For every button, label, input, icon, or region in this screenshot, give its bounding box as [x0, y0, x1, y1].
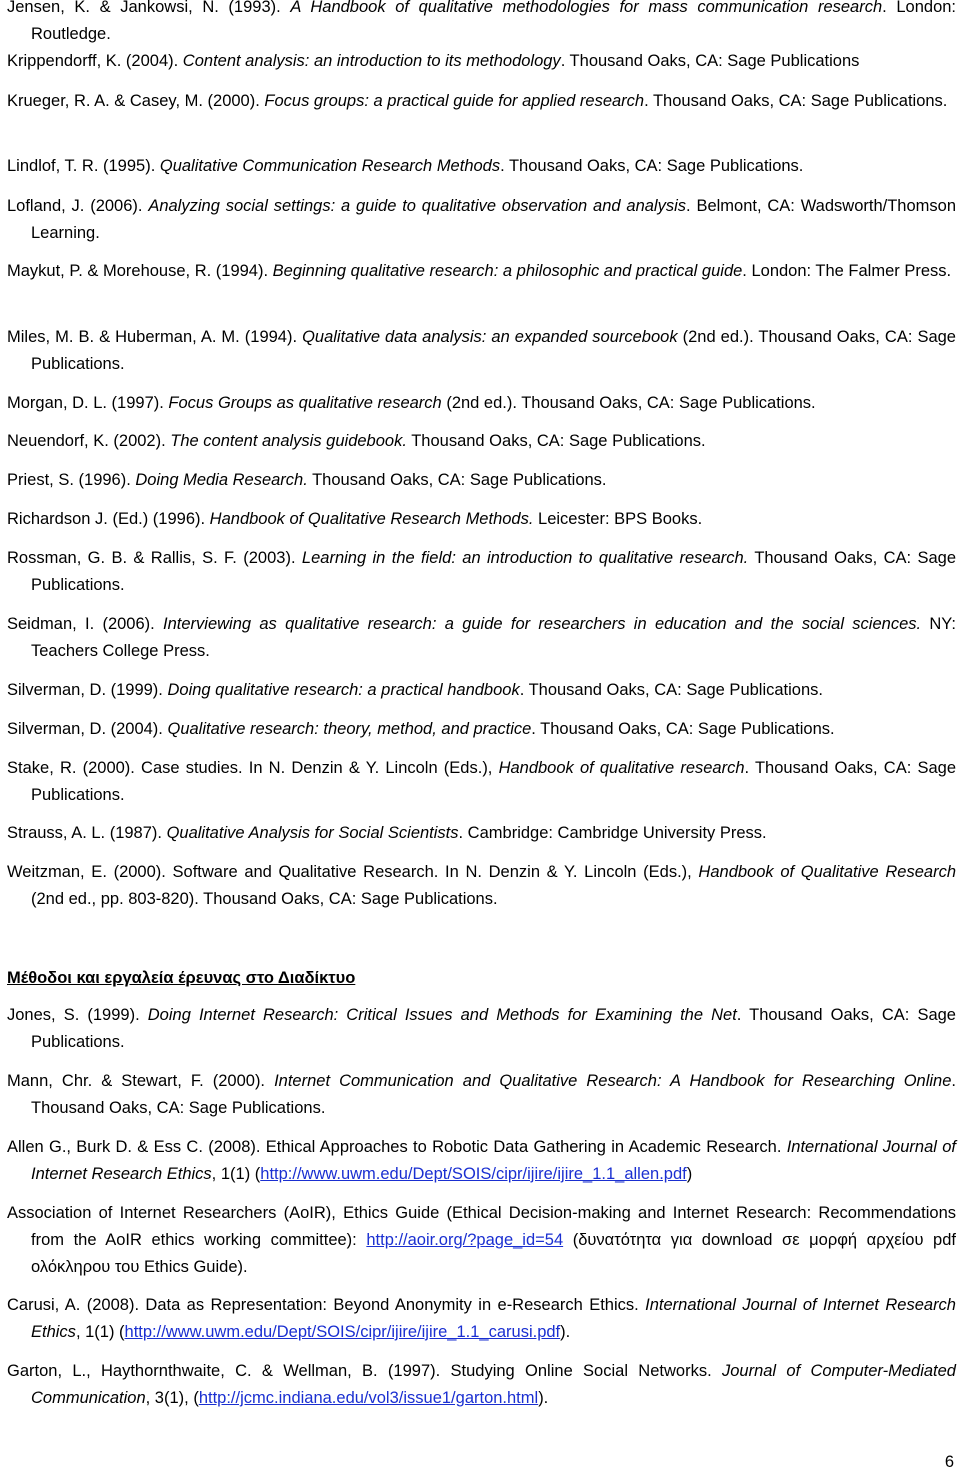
reference-entry: Stake, R. (2000). Case studies. In N. Denzin & Y. Lincoln (Eds.), Handbook of qualitative research. Thousand Oaks, CA: Sage Publications.: [7, 759, 956, 804]
reference-link[interactable]: http://jcmc.indiana.edu/vol3/issue1/garton.html: [198, 1389, 539, 1407]
reference-entry: Allen G., Burk D. & Ess C. (2008). Ethical Approaches to Robotic Data Gathering in Academic Research. International Journal of Internet Research Ethics, 1(1) (http://www.uwm.edu/Dept/SOIS/cipr/ijire/ijire_1.1_allen.pdf): [7, 1138, 956, 1183]
reference-entry: Jones, S. (1999). Doing Internet Research: Critical Issues and Methods for Examining the Net. Thousand Oaks, CA: Sage Publications.: [7, 1006, 956, 1051]
reference-entry: Carusi, A. (2008). Data as Representation: Beyond Anonymity in e-Research Ethics. International Journal of Internet Research Ethics, 1(1) (http://www.uwm.edu/Dept/SOIS/cipr/ijire/ijire_1.1_carusi.pdf).: [7, 1296, 956, 1341]
reference-entry: Jensen, K. & Jankowsi, N. (1993). A Handbook of qualitative methodologies for mass communication research. London: Routledge.: [7, 0, 957, 43]
reference-link[interactable]: http://www.uwm.edu/Dept/SOIS/cipr/ijire/ijire_1.1_carusi.pdf: [124, 1323, 561, 1341]
reference-link[interactable]: http://www.uwm.edu/Dept/SOIS/cipr/ijire/ijire_1.1_allen.pdf: [260, 1165, 687, 1183]
reference-entry: Silverman, D. (2004). Qualitative research: theory, method, and practice. Thousand Oaks, CA: Sage Publications.: [7, 720, 835, 738]
reference-entry: Mann, Chr. & Stewart, F. (2000). Internet Communication and Qualitative Research: A Handbook for Researching Online. Thousand Oaks, CA: Sage Publications.: [7, 1072, 957, 1117]
reference-entry: Rossman, G. B. & Rallis, S. F. (2003). Learning in the field: an introduction to qualitative research. Thousand Oaks, CA: Sage Publications.: [7, 549, 957, 594]
reference-entry: Miles, M. B. & Huberman, A. M. (1994). Qualitative data analysis: an expanded sourcebook (2nd ed.). Thousand Oaks, CA: Sage Publications.: [7, 328, 956, 373]
reference-entry: Maykut, P. & Morehouse, R. (1994). Beginning qualitative research: a philosophic and practical guide. London: The Falmer Press.: [7, 262, 952, 280]
reference-entry: Neuendorf, K. (2002). The content analysis guidebook. Thousand Oaks, CA: Sage Publications.: [7, 432, 706, 450]
reference-entry: Krippendorff, K. (2004). Content analysis: an introduction to its methodology. Thousand Oaks, CA: Sage Publications: [7, 52, 860, 70]
reference-entry: Lindlof, T. R. (1995). Qualitative Communication Research Methods. Thousand Oaks, CA: Sage Publications.: [7, 157, 804, 175]
reference-link[interactable]: http://aoir.org/?page_id=54: [366, 1231, 564, 1249]
reference-entry: Silverman, D. (1999). Doing qualitative research: a practical handbook. Thousand Oaks, CA: Sage Publications.: [7, 681, 823, 699]
reference-entry: Richardson J. (Ed.) (1996). Handbook of Qualitative Research Methods. Leicester: BPS Books.: [7, 510, 703, 528]
reference-entry: Association of Internet Researchers (AoIR), Ethics Guide (Ethical Decision-making and Internet Research: Recommendations from the AoIR ethics working committee): http://aoir.org/?page_id=54 (δυνατότητα για download σε μορφή αρχείου pdf ολόκληρου του Ethics Guide).: [7, 1204, 956, 1276]
reference-entry: Seidman, I. (2006). Interviewing as qualitative research: a guide for researchers in education and the social sciences. NY: Teachers College Press.: [7, 615, 956, 660]
page-number: 6: [944, 1453, 954, 1471]
reference-entry: Morgan, D. L. (1997). Focus Groups as qualitative research (2nd ed.). Thousand Oaks, CA: Sage Publications.: [7, 394, 816, 412]
reference-entry: Priest, S. (1996). Doing Media Research. Thousand Oaks, CA: Sage Publications.: [7, 471, 607, 489]
reference-entry: Garton, L., Haythornthwaite, C. & Wellman, B. (1997). Studying Online Social Networks. Journal of Computer-Mediated Communication, 3(1), (http://jcmc.indiana.edu/vol3/issue1/garton.html).: [7, 1362, 956, 1407]
reference-entry: Krueger, R. A. & Casey, M. (2000). Focus groups: a practical guide for applied research. Thousand Oaks, CA: Sage Publications.: [7, 92, 948, 110]
section-heading: Μέθοδοι και εργαλεία έρευνας στο Διαδίκτυο: [7, 969, 356, 987]
reference-entry: Lofland, J. (2006). Analyzing social settings: a guide to qualitative observation and analysis. Belmont, CA: Wadsworth/Thomson Learning.: [7, 197, 956, 242]
reference-entry: Weitzman, E. (2000). Software and Qualitative Research. In N. Denzin & Y. Lincoln (Eds.), Handbook of Qualitative Research (2nd ed., pp. 803-820). Thousand Oaks, CA: Sage Publications.: [7, 863, 957, 908]
reference-entry: Strauss, A. L. (1987). Qualitative Analysis for Social Scientists. Cambridge: Cambridge University Press.: [7, 824, 767, 842]
